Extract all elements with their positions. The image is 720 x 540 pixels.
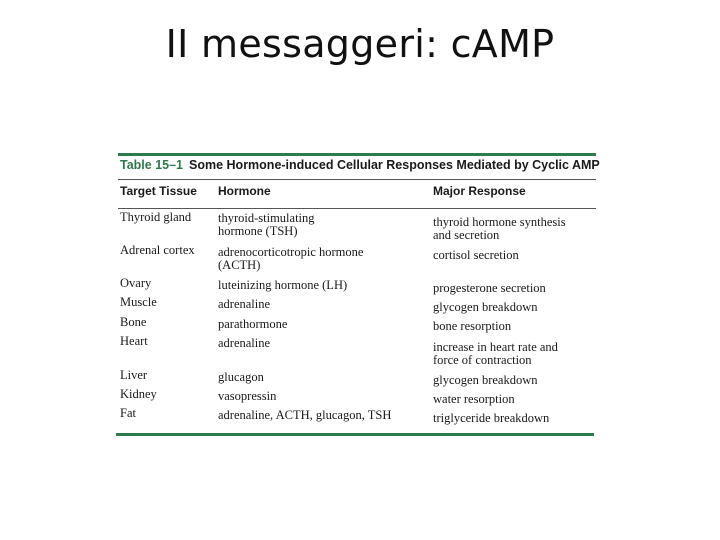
header-target-tissue: Target Tissue: [120, 184, 197, 198]
cell-tissue: Heart: [120, 334, 148, 348]
cell-tissue: Kidney: [120, 387, 157, 401]
cell-tissue: Bone: [120, 315, 147, 329]
table-caption-text: Some Hormone-induced Cellular Responses Mediated by Cyclic AMP: [189, 158, 600, 172]
cell-response: thyroid hormone synthesis and secretion: [433, 215, 566, 242]
cell-response: progesterone secretion: [433, 281, 546, 295]
slide-title: II messaggeri: cAMP: [165, 22, 555, 66]
table-top-rule: [118, 153, 596, 156]
cell-tissue: Liver: [120, 368, 148, 382]
cell-response: cortisol secretion: [433, 248, 519, 262]
cell-response: glycogen breakdown: [433, 373, 538, 387]
cell-hormone: parathormone: [218, 317, 288, 331]
cell-hormone: luteinizing hormone (LH): [218, 278, 348, 292]
cell-response: bone resorption: [433, 319, 512, 333]
cell-response: glycogen breakdown: [433, 300, 538, 314]
cell-hormone: adrenaline: [218, 336, 271, 350]
table-caption: [120, 158, 600, 172]
header-top-rule: [118, 179, 596, 180]
cell-response: water resorption: [433, 392, 515, 406]
header-hormone: Hormone: [218, 184, 271, 198]
cell-hormone: vasopressin: [218, 389, 277, 403]
table-number: Table 15–1: [120, 158, 184, 172]
cell-tissue: Thyroid gland: [120, 210, 192, 224]
cell-tissue: Muscle: [120, 295, 157, 309]
cell-tissue: Fat: [120, 406, 136, 420]
cell-hormone: glucagon: [218, 370, 264, 384]
table-figure: [116, 146, 598, 440]
cell-hormone: adrenaline: [218, 297, 271, 311]
header-major-response: Major Response: [433, 184, 526, 198]
cell-tissue: Ovary: [120, 276, 152, 290]
cell-hormone: adrenaline, ACTH, glucagon, TSH: [218, 408, 392, 422]
cell-response: increase in heart rate and force of contraction: [433, 340, 558, 367]
cell-hormone: adrenocorticotropic hormone (ACTH): [218, 245, 364, 272]
cell-hormone: thyroid-stimulating hormone (TSH): [218, 211, 315, 238]
table-bottom-rule: [116, 433, 594, 436]
cell-tissue: Adrenal cortex: [120, 243, 195, 257]
header-bottom-rule: [118, 208, 596, 209]
cell-response: triglyceride breakdown: [433, 411, 550, 425]
